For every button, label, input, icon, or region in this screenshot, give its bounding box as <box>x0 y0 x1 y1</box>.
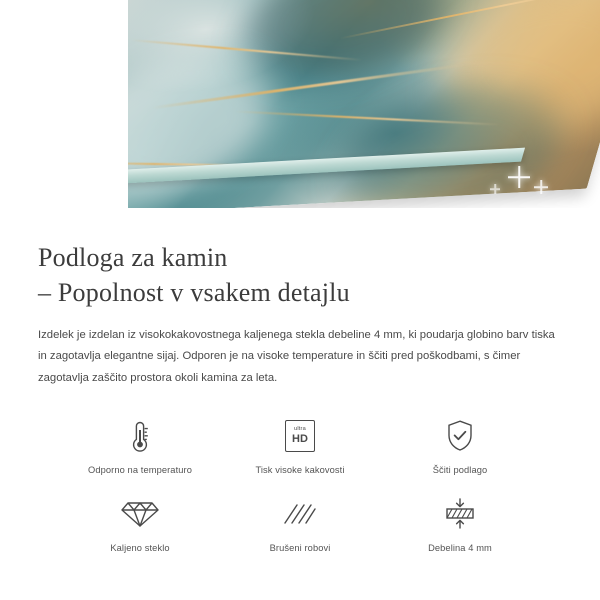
polished-edges-icon <box>281 494 319 534</box>
feature-item-polished-edges <box>220 494 380 572</box>
page-title-line-2: – Popolnost v vsakem detajlu <box>38 278 350 308</box>
page-title-line-1: Podloga za kamin <box>38 243 228 272</box>
ultra-hd-icon <box>285 416 315 456</box>
ultra-hd-badge-bottom: HD <box>292 432 308 445</box>
feature-item-protects-surface <box>380 416 540 494</box>
feature-label: Odporno na temperaturo <box>87 464 192 475</box>
thickness-arrows-icon <box>441 494 479 534</box>
description-paragraph: Izdelek je izdelan iz visokokakovostnega kaljenega stekla debeline 4 mm, ki poudarja globino barv tiska in zagotavlja elegantne sijaj. Odporen je na visoke temperature in ščiti pred poškodbami, s čimer zagotavlja zaščito prostora okoli kamina za leta. <box>38 328 555 385</box>
thermometer-icon <box>123 416 157 456</box>
feature-label: Ščiti podlago <box>432 464 488 475</box>
feature-item-thickness <box>380 494 540 572</box>
ultra-hd-badge-top: ultra <box>294 425 306 432</box>
feature-item-print-quality <box>220 416 380 494</box>
page-title <box>38 240 562 311</box>
diamond-icon <box>120 494 160 534</box>
shield-check-icon <box>442 416 478 456</box>
description-content <box>0 218 600 572</box>
feature-item-temperature <box>60 416 220 494</box>
feature-grid <box>38 416 562 572</box>
feature-label: Brušeni robovi <box>269 542 331 553</box>
feature-label: Tisk visoke kakovosti <box>255 464 345 475</box>
feature-item-tempered-glass <box>60 494 220 572</box>
image-bottom-mask <box>0 208 600 218</box>
feature-label: Debelina 4 mm <box>428 542 492 553</box>
feature-label: Kaljeno steklo <box>110 542 170 553</box>
marble-glass-panel-artwork <box>57 0 600 218</box>
image-left-mask <box>0 0 128 218</box>
hero-image <box>0 0 600 218</box>
